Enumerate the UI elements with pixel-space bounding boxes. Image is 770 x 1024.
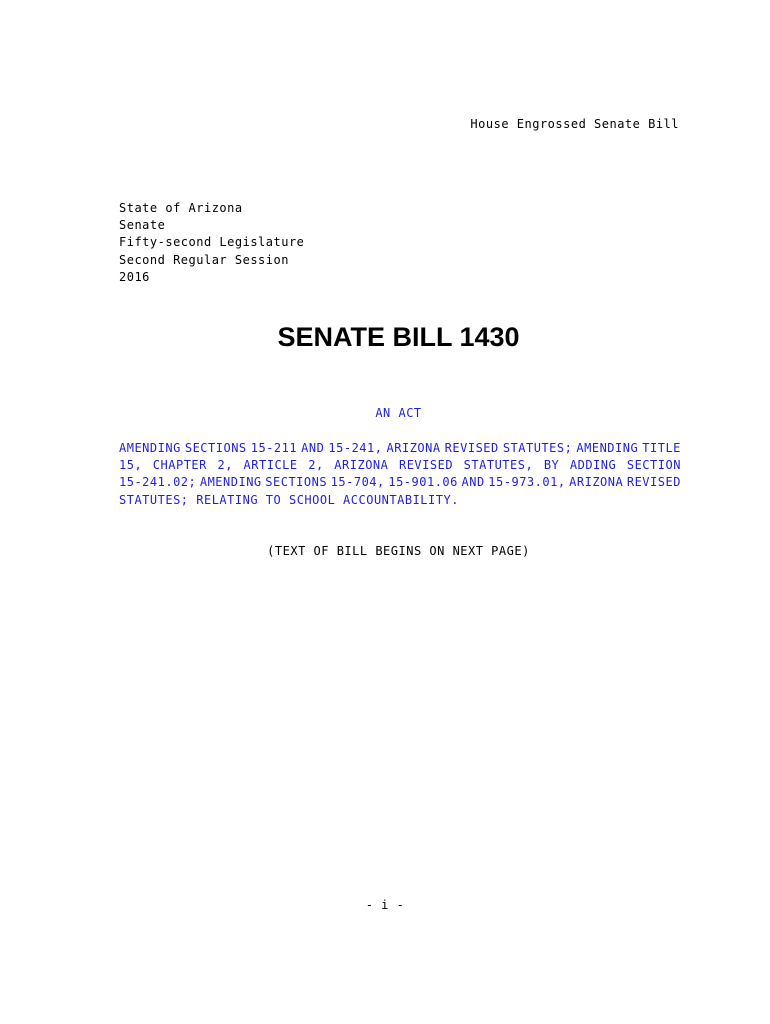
act-line: [119, 440, 681, 457]
session-info: [119, 200, 304, 286]
act-word: AMENDING: [199, 475, 262, 490]
act-word: SECTIONS: [265, 475, 328, 490]
act-line: [119, 457, 681, 474]
act-word: 15-973.01,: [488, 475, 566, 490]
act-word: 15-704,: [330, 475, 385, 490]
act-word: BY: [543, 458, 560, 473]
act-word: RELATING: [196, 492, 266, 507]
act-word: CHAPTER: [152, 458, 207, 473]
act-word: 15-901.06: [388, 475, 458, 490]
act-word: AMENDING: [119, 441, 181, 455]
act-word: AND: [461, 475, 485, 490]
act-word: 2,: [308, 458, 324, 473]
act-word: SECTION: [626, 458, 681, 473]
act-description: [119, 440, 681, 509]
session-legislature: Fifty-second Legislature: [119, 235, 305, 250]
act-word: STATUTES;: [502, 441, 573, 455]
act-word: TO: [265, 492, 289, 507]
act-word: REVISED: [626, 475, 681, 490]
bill-title: SENATE BILL 1430: [277, 322, 520, 352]
act-word: ARIZONA: [569, 475, 624, 490]
act-word: ADDING: [569, 458, 617, 473]
act-word: AMENDING: [576, 441, 639, 455]
act-word: ARIZONA: [334, 458, 389, 473]
act-word: ARTICLE: [243, 458, 298, 473]
document-type-label: House Engrossed Senate Bill: [470, 117, 679, 131]
bill-begins-note: (TEXT OF BILL BEGINS ON NEXT PAGE): [267, 544, 530, 558]
act-word: REVISED: [398, 458, 454, 473]
act-word: AND: [301, 441, 325, 455]
act-line: [119, 474, 681, 491]
act-line: [119, 492, 681, 509]
act-word: REVISED: [444, 441, 499, 455]
act-heading: AN ACT: [375, 406, 422, 420]
act-word: 15,: [119, 458, 143, 473]
session-name: Second Regular Session: [119, 252, 289, 267]
act-word: 15-241,: [328, 441, 383, 455]
session-year: 2016: [119, 269, 150, 284]
act-word: SECTIONS: [184, 441, 247, 455]
session-state: State of Arizona: [119, 201, 243, 215]
page-number: - i -: [365, 898, 405, 912]
act-word: ARIZONA: [386, 441, 441, 455]
act-word: 2,: [217, 458, 233, 473]
act-word: 15-241.02;: [119, 475, 197, 490]
act-word: 15-211: [250, 441, 298, 455]
act-word: STATUTES;: [119, 492, 197, 507]
act-word: ACCOUNTABILITY.: [343, 492, 459, 507]
session-chamber: Senate: [119, 218, 166, 233]
act-word: STATUTES,: [463, 458, 534, 473]
act-word: TITLE: [642, 441, 681, 455]
act-word: SCHOOL: [288, 492, 344, 507]
